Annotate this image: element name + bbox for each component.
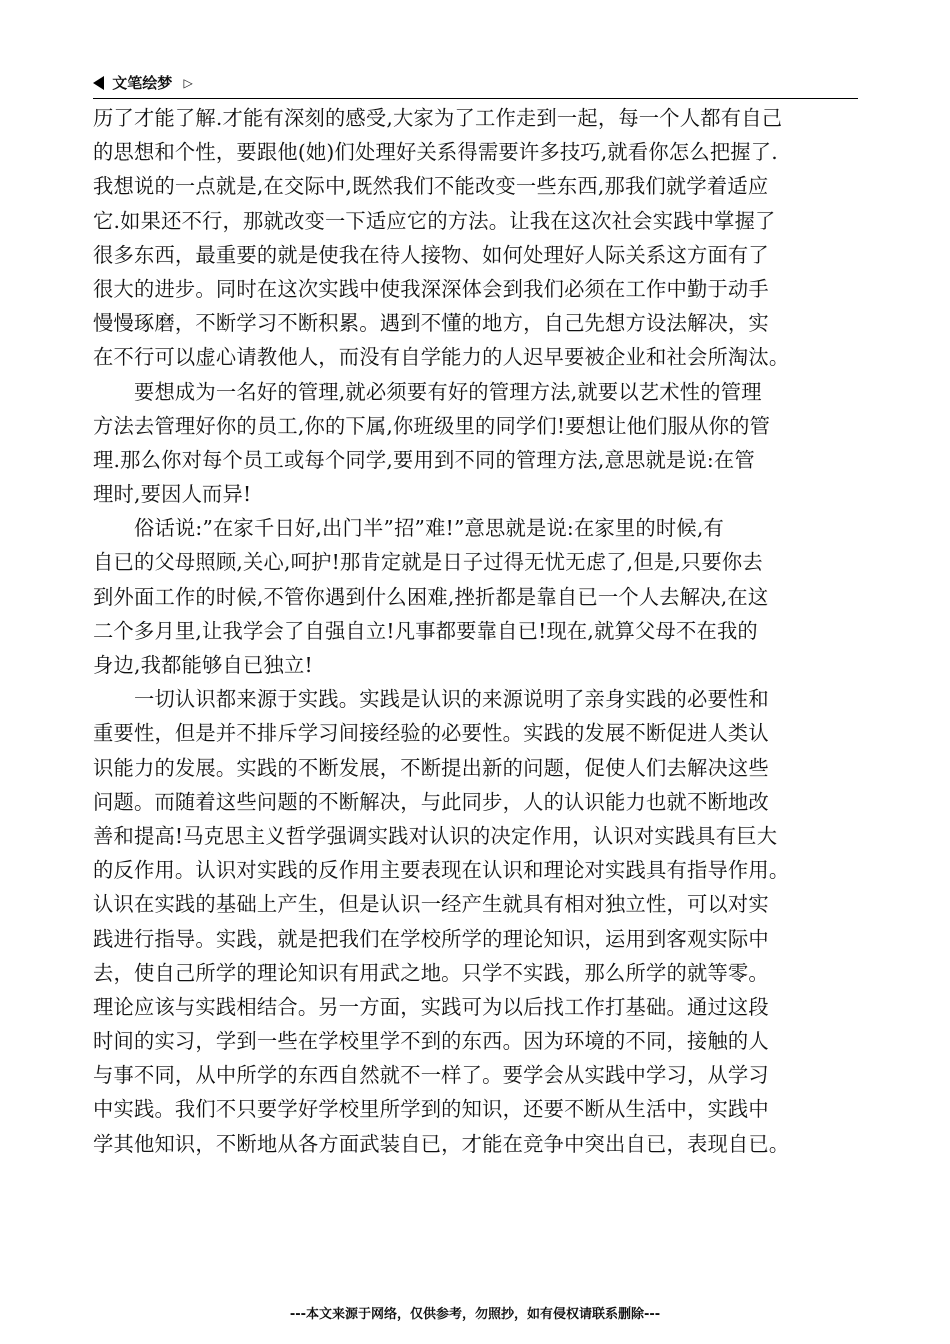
page-header [93, 72, 858, 99]
document-body [93, 101, 860, 1161]
footer-notice: ---本文来源于网络，仅供参考，勿照抄，如有侵权请联系删除--- [289, 1307, 661, 1322]
triangle-right-icon: ▷ [183, 76, 193, 90]
text-line: 认识在实践的基础上产生，但是认识一经产生就具有相对独立性，可以对实 [93, 892, 769, 917]
text-line: 一切认识都来源于实践。实践是认识的来源说明了亲身实践的必要性和 [93, 687, 769, 712]
text-line: 问题。而随着这些问题的不断解决，与此同步，人的认识能力也就不断地改 [93, 789, 769, 814]
text-line: 到外面工作的时候,不管你遇到什么困难,挫折都是靠自已一个人去解决,在这 [93, 584, 769, 609]
text-line: 我想说的一点就是,在交际中,既然我们不能改变一些东西,那我们就学着适应 [93, 174, 769, 199]
text-line: 很大的进步。同时在这次实践中使我深深体会到我们必须在工作中勤于动手 [93, 276, 769, 301]
text-line: 俗话说:”在家千日好,出门半”招”难!”意思就是说:在家里的时候,有 [93, 516, 724, 541]
text-line: 的反作用。认识对实践的反作用主要表现在认识和理论对实践具有指导作用。 [93, 858, 790, 883]
text-line: 很多东西，最重要的就是使我在待人接物、如何处理好人际关系这方面有了 [93, 242, 769, 267]
text-line: 善和提高!马克思主义哲学强调实践对认识的决定作用，认识对实践具有巨大 [93, 823, 778, 848]
triangle-left-icon [93, 76, 104, 90]
text-line: 去，使自己所学的理论知识有用武之地。只学不实践，那么所学的就等零。 [93, 960, 769, 985]
text-line: 学其他知识，不断地从各方面武装自已，才能在竞争中突出自已，表现自已。 [93, 1131, 790, 1156]
text-line: 慢慢琢磨，不断学习不断积累。遇到不懂的地方，自己先想方设法解决，实 [93, 311, 769, 336]
text-line: 二个多月里,让我学会了自强自立!凡事都要靠自已!现在,就算父母不在我的 [93, 618, 758, 643]
text-line: 要想成为一名好的管理,就必须要有好的管理方法,就要以艺术性的管理 [93, 379, 762, 404]
text-line: 中实践。我们不只要学好学校里所学到的知识，还要不断从生活中，实践中 [93, 1097, 769, 1122]
text-line: 历了才能了解.才能有深刻的感受,大家为了工作走到一起，每一个人都有自己 [93, 106, 783, 130]
text-line: 的思想和个性，要跟他(她)们处理好关系得需要许多技巧,就看你怎么把握了. [93, 140, 778, 165]
text-line: 识能力的发展。实践的不断发展，不断提出新的问题，促使人们去解决这些 [93, 755, 769, 780]
text-line: 理.那么你对每个员工或每个同学,要用到不同的管理方法,意思就是说:在管 [93, 447, 755, 472]
text-line: 它.如果还不行，那就改变一下适应它的方法。让我在这次社会实践中掌握了 [93, 208, 776, 233]
text-line: 理时,要因人而异! [93, 482, 252, 507]
header-title: 文笔绘梦 [112, 74, 173, 92]
text-line: 自已的父母照顾,关心,呵护!那肯定就是日子过得无忧无虑了,但是,只要你去 [93, 550, 763, 575]
text-line: 方法去管理好你的员工,你的下属,你班级里的同学们!要想让他们服从你的管 [93, 413, 771, 438]
text-line: 在不行可以虚心请教他人，而没有自学能力的人迟早要被企业和社会所淘汰。 [93, 345, 790, 370]
text-line: 身边,我都能够自已独立! [93, 653, 313, 677]
text-line: 理论应该与实践相结合。另一方面，实践可为以后找工作打基础。通过这段 [93, 994, 769, 1019]
text-line: 重要性，但是并不排斥学习间接经验的必要性。实践的发展不断促进人类认 [93, 721, 769, 746]
text-line: 与事不同，从中所学的东西自然就不一样了。要学会从实践中学习，从学习 [93, 1063, 769, 1088]
text-line: 时间的实习，学到一些在学校里学不到的东西。因为环境的不同，接触的人 [93, 1029, 769, 1054]
text-line: 践进行指导。实践，就是把我们在学校所学的理论知识，运用到客观实际中 [93, 926, 769, 951]
